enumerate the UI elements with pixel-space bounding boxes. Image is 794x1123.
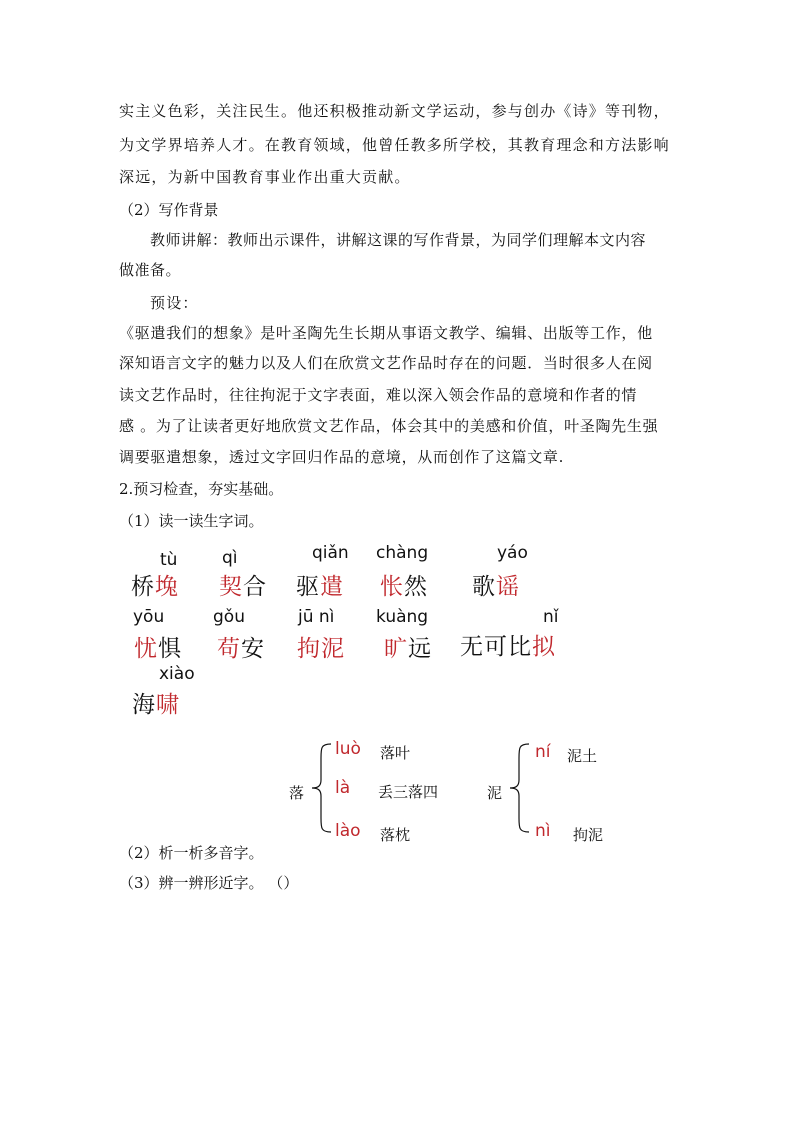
intro-line-2: 为文学界培养人才。在教育领域，他曾任教多所学校，其教育理念和方法影响 — [119, 136, 670, 154]
preview-sub-2: （2）析一析多音字。 — [119, 844, 264, 862]
background-line-1: 《驱遣我们的想象》是叶圣陶先生长期从事语文教学、编辑、出版等工作，他 — [119, 324, 653, 342]
teacher-line-1: 教师讲解：教师出示课件，讲解这课的写作背景，为同学们理解本文内容 — [150, 231, 647, 249]
word-pinyin: yáo — [497, 543, 528, 563]
preset-label: 预设： — [150, 294, 199, 312]
word-pinyin: yōu — [133, 607, 165, 627]
polyphone-char-luo: 落 — [289, 784, 305, 802]
polyphone-pinyin: lào — [335, 821, 361, 841]
intro-line-3: 深远，为新中国教育事业作出重大贡献。 — [119, 168, 411, 186]
word: 契合 — [219, 574, 267, 600]
preview-sub-3: （3）辨一辨形近字。 （） — [119, 874, 299, 892]
polyphone-word: 泥土 — [567, 747, 598, 765]
word: 苟安 — [217, 636, 265, 662]
polyphone-pinyin: là — [335, 778, 351, 798]
word-pinyin: qiǎn — [312, 543, 349, 563]
teacher-line-2: 做准备。 — [119, 261, 182, 279]
polyphone-char-ni: 泥 — [487, 784, 503, 802]
polyphone-pinyin: nì — [535, 821, 551, 841]
background-line-3: 读文艺作品时，往往拘泥于文字表面，难以深入领会作品的意境和作者的情 — [119, 386, 638, 404]
brace-ni — [507, 742, 533, 834]
word-pinyin: xiào — [159, 664, 195, 684]
word: 忧惧 — [134, 636, 182, 662]
word-pinyin: jū nì — [298, 607, 335, 627]
word: 旷远 — [384, 636, 432, 662]
brace-luo — [309, 742, 335, 834]
word: 怅然 — [380, 574, 428, 600]
word: 拘泥 — [297, 636, 345, 662]
word-pinyin: gǒu — [213, 607, 245, 627]
word-pinyin: qì — [222, 548, 238, 568]
section-heading-writing-background: （2）写作背景 — [119, 201, 219, 219]
background-line-2: 深知语言文字的魅力以及人们在欣赏文艺作品时存在的问题．当时很多人在阅 — [119, 354, 653, 372]
preview-heading: 2.预习检查，夯实基础。 — [119, 480, 284, 498]
polyphone-pinyin: luò — [335, 739, 361, 759]
polyphone-word: 丢三落四 — [378, 783, 439, 801]
polyphone-pinyin: ní — [535, 742, 551, 762]
word-pinyin: nǐ — [543, 607, 559, 627]
word: 驱遣 — [296, 574, 344, 600]
word: 海啸 — [132, 692, 180, 718]
word-pinyin: chàng — [376, 543, 429, 563]
polyphone-word: 落叶 — [380, 744, 411, 762]
word: 无可比拟 — [460, 634, 556, 660]
word-pinyin: tù — [160, 550, 178, 570]
polyphone-word: 落枕 — [380, 826, 411, 844]
background-line-5: 调要驱遣想象，透过文字回归作品的意境，从而创作了这篇文章. — [119, 448, 565, 466]
intro-line-1: 实主义色彩，关注民生。他还积极推动新文学运动，参与创办《诗》等刊物， — [119, 102, 670, 120]
word: 歌谣 — [472, 574, 520, 600]
word: 桥堍 — [131, 574, 179, 600]
preview-sub-1: （1）读一读生字词。 — [119, 512, 264, 530]
polyphone-word: 拘泥 — [573, 826, 604, 844]
word-pinyin: kuàng — [376, 607, 429, 627]
background-line-4: 感 。为了让读者更好地欣赏文艺作品，体会其中的美感和价值，叶圣陶先生强 — [119, 417, 659, 435]
